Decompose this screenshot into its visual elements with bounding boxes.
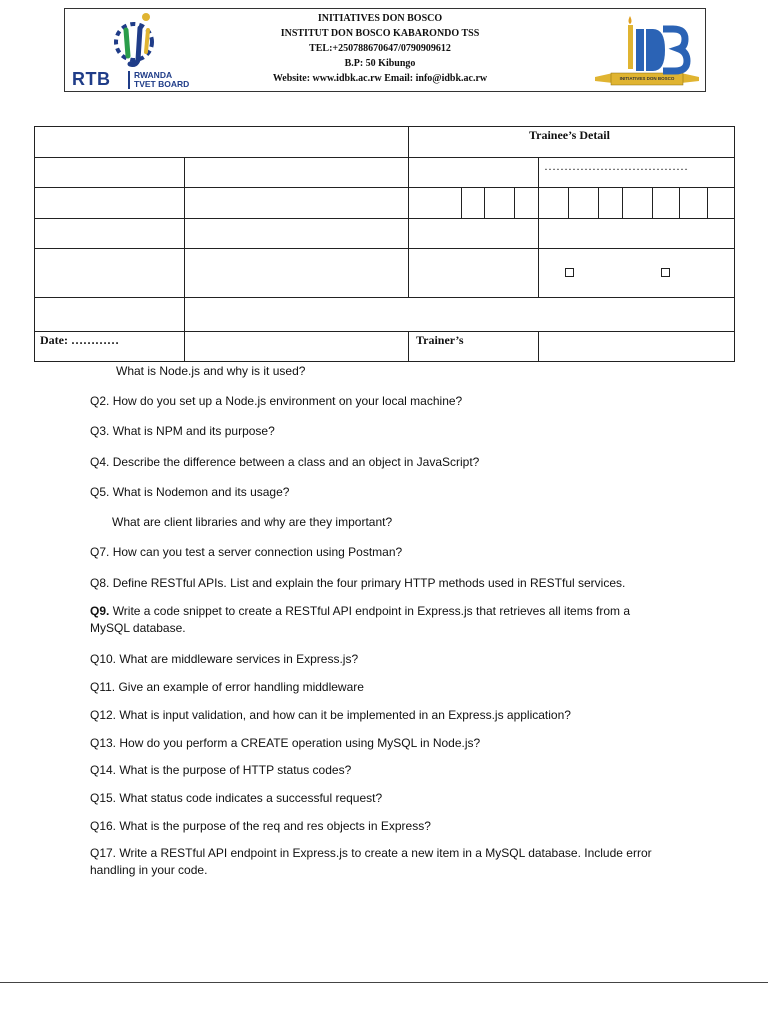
question-12-number: Q12.	[90, 708, 117, 722]
rtb-gear-icon	[70, 12, 200, 72]
question-7-text: How can you test a server connection using Postman?	[112, 545, 403, 559]
question-6-text: What are client libraries and why are they important?	[112, 515, 393, 529]
trainee-detail-label: Trainee’s Detail	[529, 128, 610, 142]
question-9-text-cont: MySQL database.	[90, 621, 186, 635]
rtb-sub-line-1: RWANDA	[134, 70, 173, 80]
question-13-number: Q13.	[90, 736, 117, 750]
institution-info	[205, 11, 555, 86]
trainee-form-table	[34, 126, 735, 362]
question-5	[90, 484, 289, 501]
idb-logo-banner: INITIATIVES DON BOSCO	[619, 76, 675, 81]
institution-line-2: INSTITUT DON BOSCO KABARONDO TSS	[280, 28, 480, 39]
question-17-text: Write a RESTful API endpoint in Express.js to create a new item in a MySQL database. Include error	[119, 846, 652, 860]
dotted-input-field[interactable]: ………………………………	[544, 159, 688, 173]
question-15-text: What status code indicates a successful request?	[119, 791, 383, 805]
question-17-number: Q17.	[90, 846, 117, 860]
question-4-number: Q4.	[90, 455, 110, 469]
question-11	[90, 679, 364, 696]
rtb-logo	[70, 12, 200, 88]
question-4	[90, 454, 479, 471]
question-5-number: Q5.	[90, 485, 110, 499]
question-9-number: Q9.	[90, 604, 110, 618]
footer-divider	[0, 982, 768, 983]
question-11-number: Q11.	[90, 680, 116, 694]
question-8	[90, 575, 625, 592]
institution-phone: TEL:+250788670647/0790909612	[309, 43, 451, 54]
question-6	[112, 514, 392, 531]
question-7	[90, 544, 402, 561]
question-15	[90, 790, 382, 807]
idb-logo	[593, 11, 701, 91]
rtb-sub-line-2: TVET BOARD	[134, 79, 190, 89]
question-8-text: Define RESTful APIs. List and explain the four primary HTTP methods used in RESTful services.	[112, 576, 626, 590]
question-17	[90, 845, 652, 879]
question-7-number: Q7.	[90, 545, 110, 559]
question-9	[90, 603, 630, 637]
question-3-text: What is NPM and its purpose?	[112, 424, 275, 438]
question-3	[90, 423, 275, 440]
question-15-number: Q15.	[90, 791, 117, 805]
question-3-number: Q3.	[90, 424, 110, 438]
question-11-text: Give an example of error handling middleware	[118, 680, 364, 694]
question-17-text-cont: handling in your code.	[90, 863, 208, 877]
rtb-logo-subtitle	[128, 71, 189, 89]
question-10-text: What are middleware services in Express.js?	[119, 652, 359, 666]
question-13-text: How do you perform a CREATE operation using MySQL in Node.js?	[119, 736, 481, 750]
rtb-logo-text: RTB	[72, 69, 111, 89]
checkbox-option-2[interactable]	[661, 268, 670, 277]
checkbox-option-1[interactable]	[565, 268, 574, 277]
institution-web-email: Website: www.idbk.ac.rw Email: info@idbk.ac.rw	[272, 73, 488, 84]
question-14-number: Q14.	[90, 763, 117, 777]
question-2	[90, 393, 462, 410]
trainer-label: Trainer’s	[416, 333, 464, 347]
question-2-number: Q2.	[90, 394, 110, 408]
question-1-text: What is Node.js and why is it used?	[116, 364, 306, 378]
question-14-text: What is the purpose of HTTP status codes?	[119, 763, 352, 777]
question-16-number: Q16.	[90, 819, 117, 833]
date-label: Date: …………	[40, 333, 119, 347]
institution-line-1: INITIATIVES DON BOSCO	[317, 13, 443, 24]
question-10	[90, 651, 358, 668]
question-16	[90, 818, 431, 835]
question-12-text: What is input validation, and how can it be implemented in an Express.js application?	[119, 708, 571, 722]
question-2-text: How do you set up a Node.js environment on your local machine?	[112, 394, 463, 408]
question-16-text: What is the purpose of the req and res objects in Express?	[119, 819, 431, 833]
question-14	[90, 762, 351, 779]
question-13	[90, 735, 480, 752]
question-12	[90, 707, 571, 724]
letterhead	[64, 8, 706, 92]
institution-po-box: B.P: 50 Kibungo	[344, 58, 416, 69]
question-1	[116, 363, 305, 380]
question-9-text: Write a code snippet to create a RESTful API endpoint in Express.js that retrieves all items from a	[112, 604, 631, 618]
question-5-text: What is Nodemon and its usage?	[112, 485, 290, 499]
question-10-number: Q10.	[90, 652, 117, 666]
question-8-number: Q8.	[90, 576, 110, 590]
question-4-text: Describe the difference between a class and an object in JavaScript?	[112, 455, 480, 469]
